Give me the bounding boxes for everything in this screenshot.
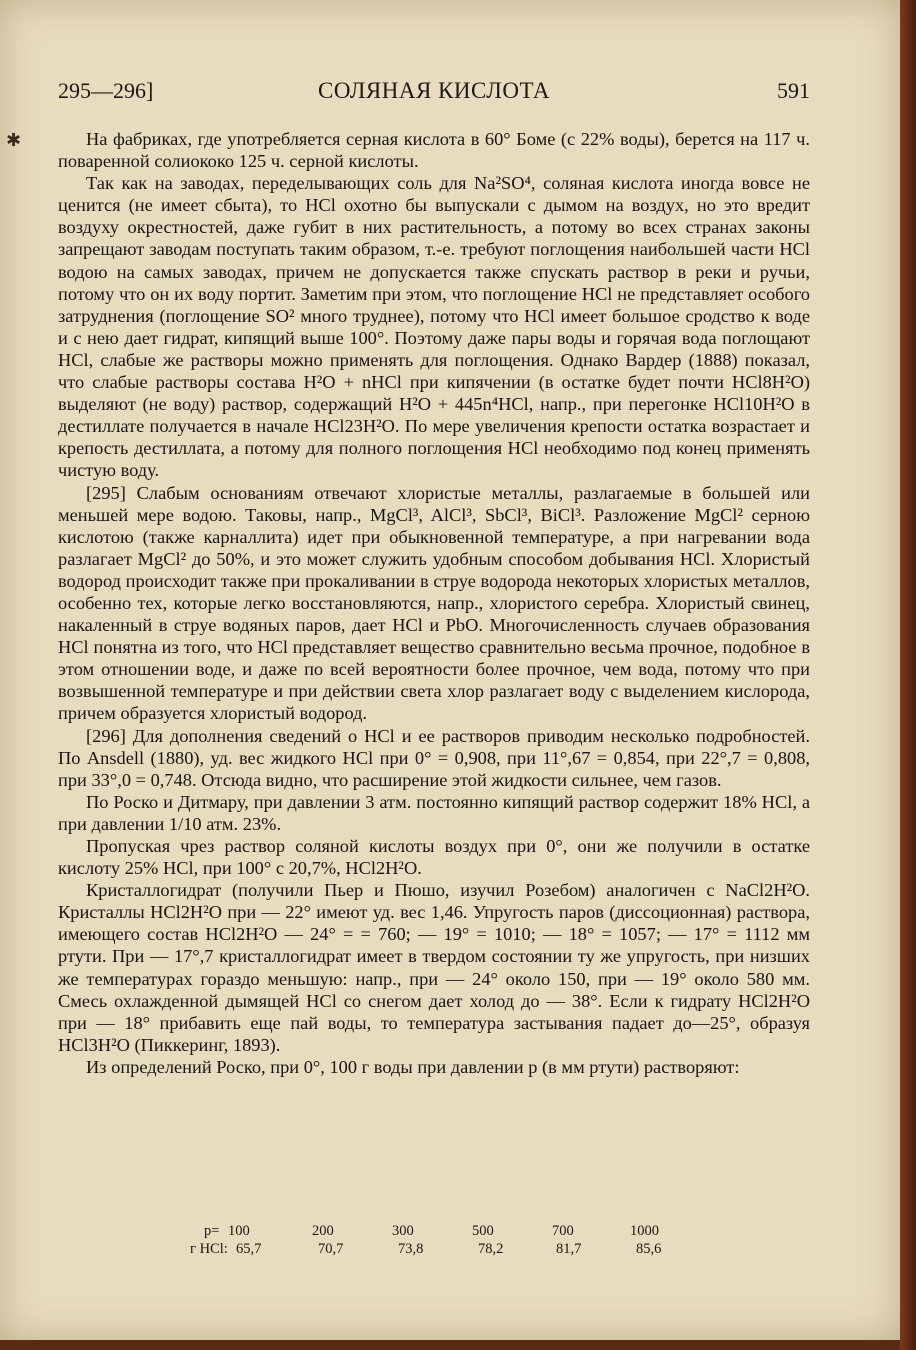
table-cell: 65,7 [236, 1241, 262, 1257]
solubility-table [190, 1222, 710, 1258]
table-cell: 1000 [630, 1223, 659, 1239]
paragraph: Так как на заводах, переделывающих соль для Na²SO⁴, соляная кислота иногда вовсе не ценится (не имеет сбыта), то HCl охотно бы выпускали с дымом на воздух, но это вредит воздуху окрестностей, даже губит в них растительность, а потому во всех странах законы запрещают заводам поступать таким образом, т.-е. требуют поглощения наибольшей части HCl водою на самых заводах, причем не допускается также спускать раствор в реки и ручьи, потому что он их воду портит. Заметим при этом, что поглощение HCl не представляет особого затруднения (поглощение SO² много труднее), потому что HCl имеет большое сродство к воде и с нею дает гидрат, кипящий выше 100°. Поэтому даже пары воды и горячая вода поглощают HCl, слабые же растворы можно применять для поглощения. Однако Вардер (1888) показал, что слабые растворы состава H²O + nHCl при кипячении (в остатке будет почти HCl8H²O) выделяют (не воду) раствор, содержащий H²O + 445n⁴HCl, напр., при перегонке HCl10H²O в дестиллате получается в начале HCl23H²O. По мере увеличения крепости остатка возрастает и крепость дестиллата, а потому для полного поглощения HCl необходимо под конец применять чистую воду. [58, 173, 810, 481]
table-cell: 70,7 [318, 1241, 344, 1257]
running-header [58, 78, 810, 114]
table-cell: 78,2 [478, 1241, 504, 1257]
paragraph: Из определений Роско, при 0°, 100 г воды при давлении p (в мм ртути) растворяют: [86, 1056, 740, 1077]
book-spine [900, 0, 916, 1350]
paragraph: Кристаллогидрат (получили Пьер и Пюшо, изучил Розебом) аналогичен с NaCl2H²O. Кристаллы HCl2H²O при — 22° имеют уд. вес 1,46. Упругость паров (диссоционная) раствора, имеющего состав HCl2H²O — 24° = = 760; — 19° = 1010; — 18° = 1057; — 17° = 1112 мм ртути. При — 17°,7 кристаллогидрат имеет в твердом состоянии ту же упругость, при низших же температурах гораздо меньшую: напр., при — 24° около 150, при — 19° около 580 мм. Смесь охлажденной дымящей HCl со снегом дает холод до — 38°. Если к гидрату HCl2H²O при — 18° прибавить еще пай воды, то температура застывания падает до—25°, образуя HCl3H²O (Пиккеринг, 1893). [58, 880, 810, 1055]
paragraph: Пропуская чрез раствор соляной кислоты воздух при 0°, они же получили в остатке кислоту 25% HCl, при 100° с 20,7%, HCl2H²O. [58, 836, 810, 879]
table-cell: 100 [228, 1223, 250, 1239]
section-range: 295—296] [58, 78, 154, 103]
body-text [58, 128, 810, 1078]
paragraph: [295] Слабым основаниям отвечают хлористые металлы, разлагаемые в большей или меньшей мере водою. Таковы, напр., MgCl³, AlCl³, SbCl³, BiCl³. Разложение MgCl² серною кислотою (также карналлита) идет при обыкновенной температуре, а при нагревании вода разлагает MgCl² до 50%, и это может служить удобным способом добывания HCl. Хлористый водород происходит также при прокаливании в струе водорода некоторых хлористых металлов, особенно тех, которые легко восстановляются, напр., хлористого серебра. Хлористый свинец, накаленный в струе водяных паров, дает HCl и PbO. Многочисленность случаев образования HCl понятна из того, что HCl представляет вещество сравнительно весьма прочное, подобное в этом отношении воде, и даже по всей вероятности более прочное, чем вода, потому что при возвышенной температуре и при действии света хлор разлагает воду с выделением кислорода, причем образуется хлористый водород. [58, 482, 810, 724]
paragraph: По Роско и Дитмару, при давлении 3 атм. постоянно кипящий раствор содержит 18% HCl, а при давлении 1/10 атм. 23%. [58, 791, 810, 834]
pressure-row [190, 1222, 710, 1240]
page-number: 591 [777, 78, 810, 103]
pressure-label: p= [204, 1223, 220, 1239]
margin-mark-icon: ✱ [6, 130, 22, 150]
paragraph: На фабриках, где употребляется серная кислота в 60° Боме (с 22% воды), берется на 117 ч. поваренной солиококо 125 ч. серной кислоты. [58, 129, 810, 172]
hcl-row [190, 1240, 710, 1258]
table-cell: 700 [552, 1223, 574, 1239]
page-title: СОЛЯНАЯ КИСЛОТА [318, 78, 550, 103]
paragraph: [296] Для дополнения сведений о HCl и ее растворов приводим несколько подробностей. По Ansdell (1880), уд. вес жидкого HCl при 0° = 0,908, при 11°,67 = 0,854, при 22°,7 = 0,808, при 33°,0 = 0,748. Отсюда видно, что расширение этой жидкости сильнее, чем газов. [58, 725, 810, 790]
table-cell: 81,7 [556, 1241, 582, 1257]
table-cell: 85,6 [636, 1241, 662, 1257]
table-cell: 73,8 [398, 1241, 424, 1257]
table-cell: 200 [312, 1223, 334, 1239]
table-cell: 300 [392, 1223, 414, 1239]
table-cell: 500 [472, 1223, 494, 1239]
hcl-label: г HCl: [190, 1241, 228, 1257]
